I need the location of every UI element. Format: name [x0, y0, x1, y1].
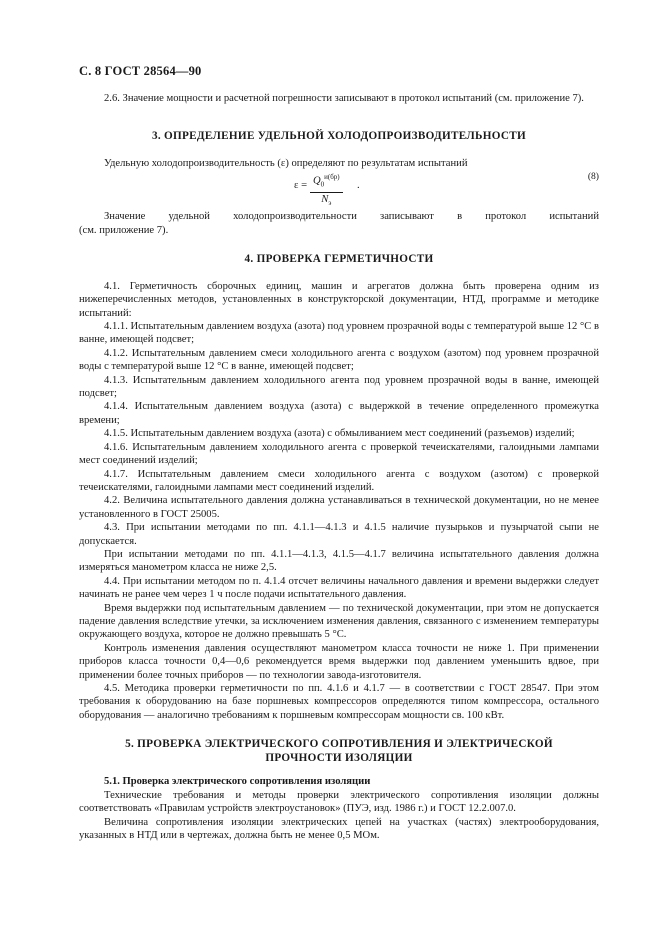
formula-number: (8)	[587, 171, 599, 183]
section-5-title-line1: 5. ПРОВЕРКА ЭЛЕКТРИЧЕСКОГО СОПРОТИВЛЕНИЯ И ЭЛЕКТРИЧЕСКОЙ	[125, 738, 553, 751]
section-3-intro: Удельную холодопроизводительность (ε) определяют по результатам испытаний	[104, 158, 468, 169]
paragraph-4-4: 4.4. При испытании методом по п. 4.1.4 отсчет величины начального давления и времени выдержки следует начинать не ранее чем через 1 ч после подачи испытательного давления.	[79, 575, 599, 601]
paragraph-5-1-b: Величина сопротивления изоляции электрических цепей на участках (частях) электрооборудования, указанных в НТД или в чертежах, должна быть не менее 0,5 МОм.	[79, 816, 599, 842]
paragraph-2-6: 2.6. Значение мощности и расчетной погрешности записывают в протокол испытаний (см. приложение 7).	[104, 93, 584, 104]
section-5-title-line2: ПРОЧНОСТИ ИЗОЛЯЦИИ	[265, 751, 413, 764]
document-body	[79, 92, 599, 842]
formula-numerator: $Q_0^{и(бр)}$	[310, 170, 343, 193]
formula-8	[79, 170, 599, 208]
section-3-record-line2: (см. приложение 7).	[79, 224, 169, 236]
paragraph-4-1-6: 4.1.6. Испытательным давлением холодильного агента с проверкой течеискателями, галоидными лампами мест соединений изделий;	[79, 441, 599, 467]
paragraph-4-1-7: 4.1.7. Испытательным давлением смеси холодильного агента с воздухом (азотом) с проверкой течеискателями, галоидными лампами мест соединений изделий.	[79, 468, 599, 493]
formula-denominator: $N_э$	[321, 194, 332, 208]
paragraph-4-1-2: 4.1.2. Испытательным давлением смеси холодильного агента с воздухом (азотом) под уровнем прозрачной воды с температурой выше 12 °С в ванне, имеющей подсвет;	[79, 347, 599, 373]
paragraph-4-1: 4.1. Герметичность сборочных единиц, машин и агрегатов должна быть проверена одним из нижеперечисленных методов, установленных в конструкторской документации, НТД, программе и методике испытаний:	[79, 280, 599, 319]
paragraph-4-2: 4.2. Величина испытательного давления должна устанавливаться в технической документации, но не менее установленного в ГОСТ 25005.	[79, 495, 599, 520]
paragraph-4-4-c: Контроль изменения давления осуществляют манометром класса точности не ниже 1. При применении приборов класса точности 0,4—0,6 рекомендуется время выдержки под давлением уменьшить вдвое, при применении более точных приборов — по технологии завода-изготовителя.	[79, 642, 599, 681]
formula-fraction	[310, 170, 343, 210]
paragraph-4-3-b: При испытании методами по пп. 4.1.1—4.1.3, 4.1.5—4.1.7 величина испытательного давления должна измеряться манометром класса не ниже 2,5.	[79, 548, 599, 574]
section-3-title: 3. ОПРЕДЕЛЕНИЕ УДЕЛЬНОЙ ХОЛОДОПРОИЗВОДИТЕЛЬНОСТИ	[151, 130, 527, 143]
subsection-5-1-title: 5.1. Проверка электрического сопротивления изоляции	[104, 776, 371, 788]
paragraph-4-1-1: 4.1.1. Испытательным давлением воздуха (азота) под уровнем прозрачной воды с температурой выше 12 °С в ванне, имеющей подсвет;	[79, 321, 599, 346]
paragraph-4-5: 4.5. Методика проверки герметичности по пп. 4.1.6 и 4.1.7 — в соответствии с ГОСТ 28547. При этом требования к оборудованию на базе поршневых компрессоров определяются типом компрессора, остального оборудования — аналогично требованиям к поршневым компрессорам мощности св. 100 кВт.	[79, 683, 599, 721]
paragraph-4-1-5: 4.1.5. Испытательным давлением воздуха (азота) с обмыливанием мест соединений (разъемов) изделий;	[104, 428, 575, 440]
paragraph-5-1-a: Технические требования и методы проверки электрического сопротивления изоляции должны соответствовать «Правилам устройств электроустановок» (ПУЭ, изд. 1986 г.) и ГОСТ 12.2.007.0.	[79, 789, 599, 815]
page-header: С. 8 ГОСТ 28564—90	[79, 64, 202, 78]
formula-lhs: ε =	[294, 180, 308, 192]
paragraph-4-4-b: Время выдержки под испытательным давлением — по технической документации, при этом не допускается падение давления вследствие утечки, за исключением изменения давления, связанного с изменением температуры окружающего воздуха, которое не должно превышать 5 °С.	[79, 602, 599, 641]
paragraph-4-1-4: 4.1.4. Испытательным давлением воздуха (азота) с выдержкой в течение определенного промежутка времени;	[79, 401, 599, 426]
section-4-title: 4. ПРОВЕРКА ГЕРМЕТИЧНОСТИ	[244, 253, 434, 266]
paragraph-4-3: 4.3. При испытании методами по пп. 4.1.1—4.1.3 и 4.1.5 наличие пузырьков и пузырчатой сыпи не допускается.	[79, 522, 599, 547]
section-3-record-line1: Значение удельной холодопроизводительности записывают в протокол испытаний	[104, 211, 599, 223]
formula-period: .	[357, 180, 360, 192]
paragraph-4-1-3: 4.1.3. Испытательным давлением холодильного агента под уровнем прозрачной воды в ванне, имеющей подсвет;	[79, 374, 599, 400]
